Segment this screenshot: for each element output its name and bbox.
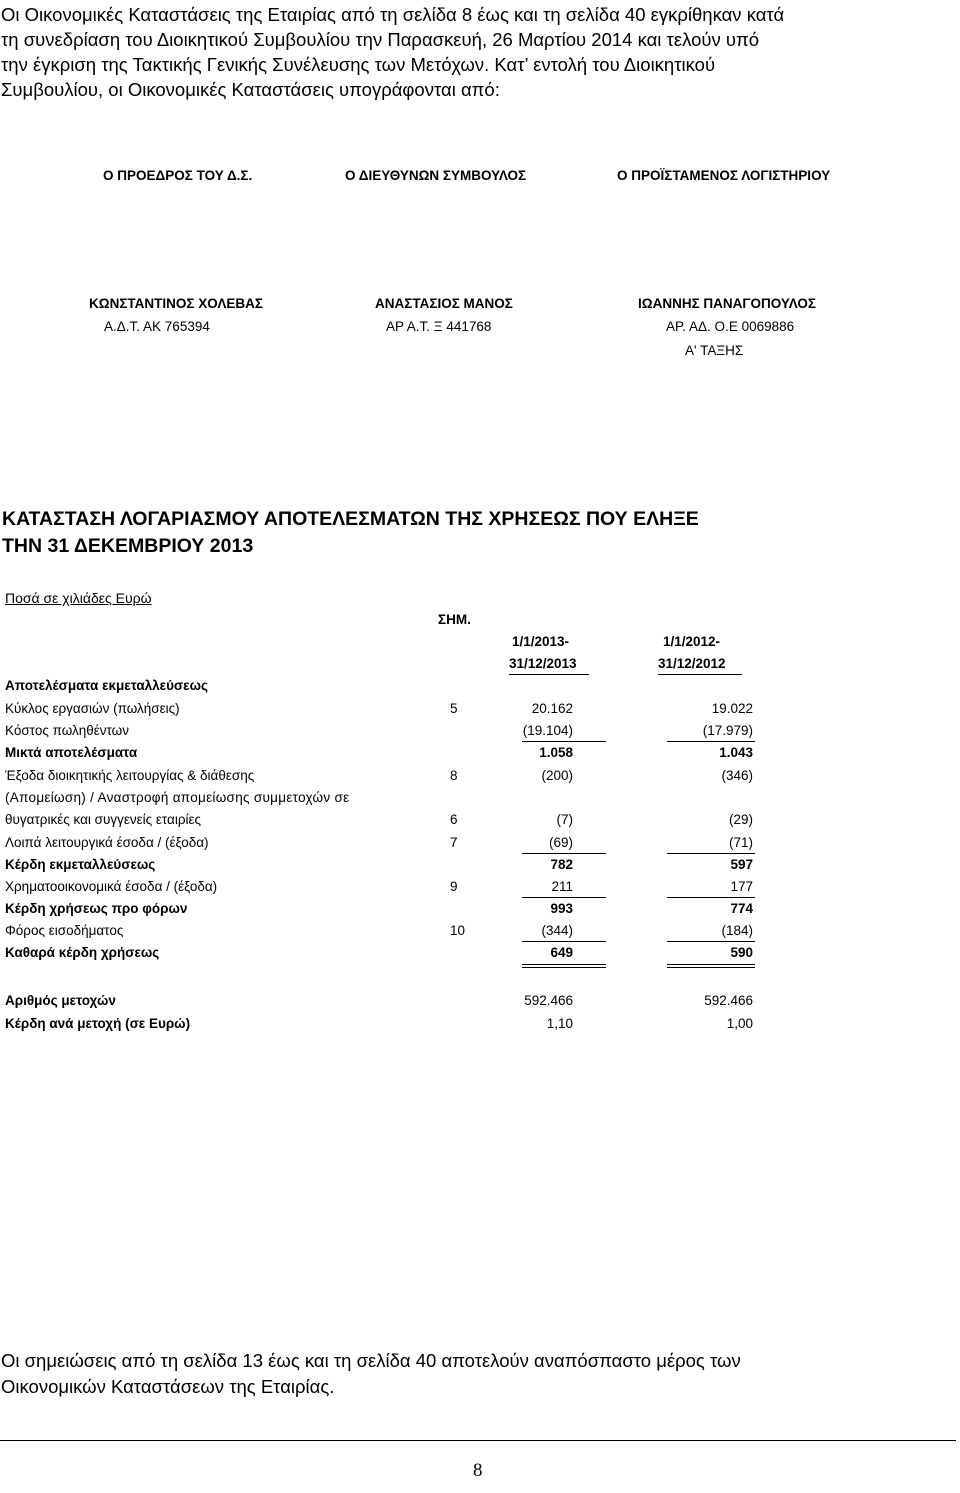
subtotal-underline-2013 xyxy=(522,741,606,742)
total-underline-2012-a xyxy=(667,964,755,965)
shares-value-2013: 592.466 xyxy=(524,993,573,1008)
intro-line-3: την έγκριση της Τακτικής Γενικής Συνέλευσης των Μετόχων. Κατ’ εντολή του Διοικητικού xyxy=(1,54,716,75)
eps-value-2012: 1,00 xyxy=(726,1016,753,1031)
row-value-2012: 590 xyxy=(730,945,753,960)
row-value-2012: 1.043 xyxy=(719,745,753,760)
signatory-id-chairman: Α.Δ.Τ. ΑΚ 765394 xyxy=(104,319,210,334)
row-note: 9 xyxy=(450,879,458,894)
table-row xyxy=(0,923,960,943)
row-label: Κέρδη χρήσεως προ φόρων xyxy=(5,901,188,916)
eps-value-2013: 1,10 xyxy=(546,1016,573,1031)
row-value-2013: 782 xyxy=(550,857,573,872)
signatory-name-ceo: ΑΝΑΣΤΑΣΙΟΣ ΜΑΝΟΣ xyxy=(375,296,513,311)
table-row xyxy=(0,723,960,743)
row-label: Λοιπά λειτουργικά έσοδα / (έξοδα) xyxy=(5,835,209,850)
row-note: 5 xyxy=(450,701,458,716)
row-value-2013: 1.058 xyxy=(539,745,573,760)
currency-note: Ποσά σε χιλιάδες Ευρώ xyxy=(5,590,152,606)
row-value-2013: (19.104) xyxy=(522,723,573,738)
row-label: Χρηματοοικονομικά έσοδα / (έξοδα) xyxy=(5,879,218,894)
row-label: Έξοδα διοικητικής λειτουργίας & διάθεσης xyxy=(5,768,255,783)
table-row xyxy=(0,745,960,765)
row-note: 8 xyxy=(450,768,458,783)
row-value-2012: (184) xyxy=(721,923,753,938)
total-underline-2013-a xyxy=(522,964,606,965)
column-header-2013-line-1: 1/1/2013- xyxy=(512,634,570,649)
row-value-2012: 19.022 xyxy=(711,701,753,716)
column-header-2012-line-1: 1/1/2012- xyxy=(663,634,721,649)
row-label: θυγατρικές και συγγενείς εταιρίες xyxy=(5,812,202,827)
section-heading: Αποτελέσματα εκμεταλλεύσεως xyxy=(5,678,209,693)
shares-value-2012: 592.466 xyxy=(704,993,753,1008)
row-label: Καθαρά κέρδη χρήσεως xyxy=(5,945,160,960)
signatory-name-chairman: ΚΩΝΣΤΑΝΤΙΝΟΣ ΧΟΛΕΒΑΣ xyxy=(89,296,264,311)
column-header-2012-underline xyxy=(658,674,742,675)
intro-line-1: Οι Οικονομικές Καταστάσεις της Εταιρίας από τη σελίδα 8 έως και τη σελίδα 40 εγκρίθηκαν κατά xyxy=(1,4,785,25)
table-row xyxy=(0,812,960,832)
table-row xyxy=(0,879,960,899)
row-label: Κόστος πωληθέντων xyxy=(5,723,129,738)
row-value-2013: (69) xyxy=(548,835,573,850)
signatory-role-ceo: Ο ΔΙΕΥΘΥΝΩΝ ΣΥΜΒΟΥΛΟΣ xyxy=(345,168,527,183)
table-row xyxy=(0,768,960,788)
row-value-2012: 774 xyxy=(730,901,753,916)
shares-row xyxy=(0,993,960,1013)
row-value-2012: (29) xyxy=(728,812,753,827)
shares-label: Αριθμός μετοχών xyxy=(5,993,116,1008)
signatory-name-chief-accountant: ΙΩΑΝΝΗΣ ΠΑΝΑΓΟΠΟΥΛΟΣ xyxy=(638,296,816,311)
eps-row xyxy=(0,1016,960,1036)
total-underline-2012-b xyxy=(667,967,755,968)
subtotal-underline-2013 xyxy=(522,853,606,854)
row-label: Μικτά αποτελέσματα xyxy=(5,745,138,760)
row-value-2012: 177 xyxy=(730,879,753,894)
row-value-2012: (17.979) xyxy=(702,723,753,738)
statement-title-line-1: ΚΑΤΑΣΤΑΣΗ ΛΟΓΑΡΙΑΣΜΟΥ ΑΠΟΤΕΛΕΣΜΑΤΩΝ ΤΗΣ ΧΡΗΣΕΩΣ ΠΟΥ ΕΛΗΞΕ xyxy=(2,508,699,530)
row-value-2013: (200) xyxy=(541,768,573,783)
table-row xyxy=(0,701,960,721)
column-header-2012-line-2: 31/12/2012 xyxy=(658,656,726,671)
row-note: 6 xyxy=(450,812,458,827)
row-label: Κέρδη εκμεταλλεύσεως xyxy=(5,857,156,872)
table-row xyxy=(0,901,960,921)
row-value-2012: (346) xyxy=(721,768,753,783)
eps-label: Κέρδη ανά μετοχή (σε Ευρώ) xyxy=(5,1016,191,1031)
signatory-class-chief-accountant: Α' ΤΑΞΗΣ xyxy=(685,343,744,358)
subtotal-underline-2012 xyxy=(667,897,755,898)
intro-line-4: Συμβουλίου, οι Οικονομικές Καταστάσεις υπογράφονται από: xyxy=(1,79,500,100)
row-note: 7 xyxy=(450,835,458,850)
row-value-2013: 211 xyxy=(551,879,573,894)
table-row xyxy=(0,857,960,877)
table-row xyxy=(0,835,960,855)
signatory-role-chief-accountant: Ο ΠΡΟΪΣΤΑΜΕΝΟΣ ΛΟΓΙΣΤΗΡΙΟΥ xyxy=(617,168,831,183)
footer-note-line-1: Οι σημειώσεις από τη σελίδα 13 έως και τη σελίδα 40 αποτελούν αναπόσπαστο μέρος των xyxy=(1,1350,741,1371)
column-header-2013-line-2: 31/12/2013 xyxy=(509,656,577,671)
row-note: 10 xyxy=(450,923,466,938)
intro-line-2: τη συνεδρίαση του Διοικητικού Συμβουλίου την Παρασκευή, 26 Μαρτίου 2014 και τελούν υπό xyxy=(1,29,760,50)
signatory-role-chairman: Ο ΠΡΟΕΔΡΟΣ ΤΟΥ Δ.Σ. xyxy=(103,168,253,183)
signatory-id-ceo: ΑΡ Α.Τ. Ξ 441768 xyxy=(386,319,492,334)
total-underline-2013-b xyxy=(522,967,606,968)
footer-divider xyxy=(0,1440,956,1441)
column-header-2013-underline xyxy=(509,674,589,675)
row-value-2013: (7) xyxy=(556,812,573,827)
row-value-2012: (71) xyxy=(728,835,753,850)
statement-title-line-2: ΤΗΝ 31 ΔΕΚΕΜΒΡΙΟΥ 2013 xyxy=(2,535,254,557)
row-label: Κύκλος εργασιών (πωλήσεις) xyxy=(5,701,180,716)
page-number: 8 xyxy=(473,1460,483,1481)
subtotal-underline-2012 xyxy=(667,741,755,742)
subtotal-underline-2013 xyxy=(522,941,606,942)
table-row xyxy=(0,790,960,810)
subtotal-underline-2012 xyxy=(667,941,755,942)
signatory-id-chief-accountant: ΑΡ. ΑΔ. Ο.Ε 0069886 xyxy=(666,319,795,334)
subtotal-underline-2012 xyxy=(667,853,755,854)
row-label: Φόρος εισοδήματος xyxy=(5,923,124,938)
row-label: (Απομείωση) / Αναστροφή απομείωσης συμμετοχών σε xyxy=(5,790,350,805)
row-value-2013: (344) xyxy=(541,923,573,938)
row-value-2013: 993 xyxy=(550,901,573,916)
footer-note-line-2: Οικονομικών Καταστάσεων της Εταιρίας. xyxy=(1,1376,335,1397)
row-value-2013: 649 xyxy=(550,945,573,960)
subtotal-underline-2013 xyxy=(522,897,606,898)
row-value-2013: 20.162 xyxy=(531,701,573,716)
column-header-note: ΣΗΜ. xyxy=(438,612,471,627)
table-row xyxy=(0,945,960,965)
row-value-2012: 597 xyxy=(730,857,753,872)
